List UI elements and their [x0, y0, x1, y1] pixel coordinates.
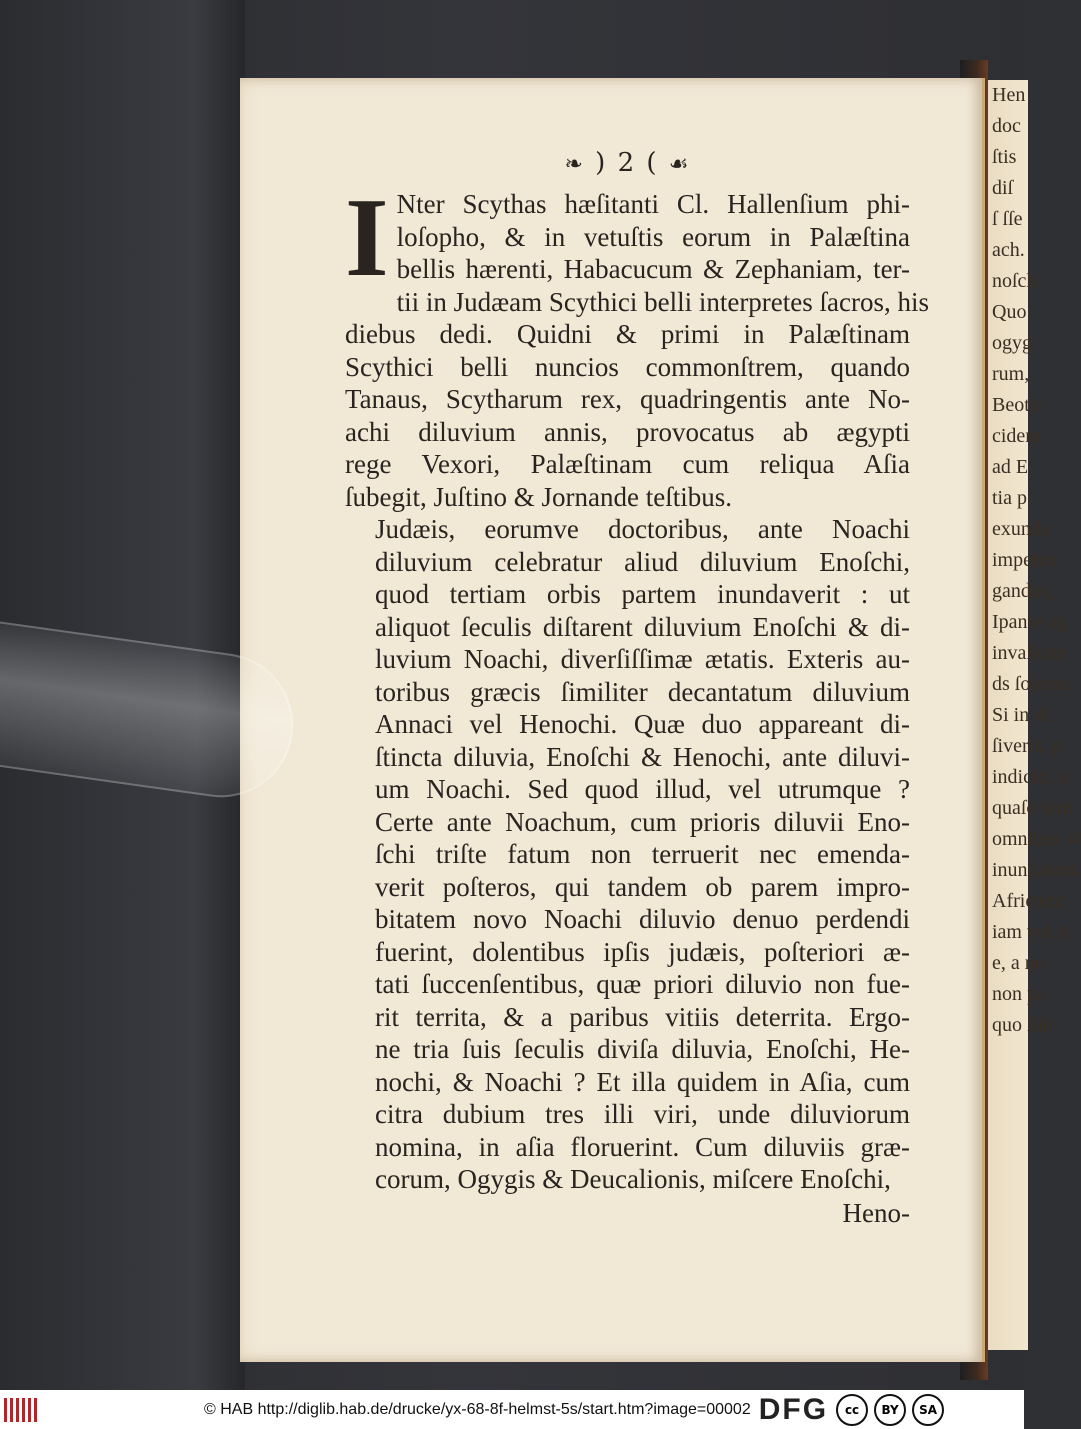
hab-logo-icon: [4, 1395, 44, 1425]
text-line: fuerint, dolentibus ipſis judæis, poſteriori æ-: [375, 936, 910, 967]
dfg-logo: DFG: [758, 1392, 829, 1426]
facing-page-fragment: noſch: [992, 270, 1037, 292]
facing-page-fragment: ogyg: [992, 332, 1032, 354]
text-line: bitatem novo Noachi diluvio denuo perdendi: [375, 904, 910, 934]
facing-page-fragment: ds ſolenni: [992, 673, 1071, 695]
facing-page: [988, 80, 1081, 1350]
facing-page-fragment: Quo: [992, 301, 1027, 323]
text-line: nochi, & Noachi ? Et illa quidem in Aſia, cum: [375, 1066, 910, 1097]
book-page: [240, 78, 985, 1362]
catchword: Heno-: [842, 1197, 910, 1228]
text-line: citra dubium tres illi viri, unde diluviorum: [375, 1099, 910, 1129]
facing-page-fragment: Africam!: [992, 890, 1066, 912]
facing-page-fragment: quo ſub: [992, 1014, 1053, 1036]
facing-page-fragment: diſ: [992, 177, 1014, 199]
facing-page-fragment: ach.: [992, 239, 1025, 261]
facing-page-fragment: indicio, tr: [992, 766, 1070, 788]
facing-page-fragment: exunda: [992, 518, 1050, 540]
ornament-right-icon: ☙: [668, 152, 691, 177]
text-line: Nter Scythas hæſitanti Cl. Hallenſium phi-: [396, 189, 910, 219]
text-line: luvium Noachi, diverſiſſimæ ætatis. Exteris au-: [375, 644, 910, 674]
facing-page-fragment: Si in di: [992, 704, 1050, 726]
text-line: bellis hærenti, Habacucum & Zephaniam, ter-: [396, 254, 910, 284]
footer-bar: [0, 1390, 1024, 1429]
facing-page-fragment: rum,: [992, 363, 1030, 385]
facing-page-fragment: impetun: [992, 549, 1058, 571]
text-line: diluvium celebratur aliud diluvium Enoſchi,: [375, 546, 910, 577]
license-badge[interactable]: [836, 1394, 950, 1426]
facing-page-fragment: gandas,: [992, 580, 1053, 602]
text-line: rege Vexori, Palæſtinam cum reliqua Aſia: [345, 449, 910, 479]
facing-page-fragment: ſ ſſe: [992, 208, 1023, 230]
text-line: loſopho, & in vetuſtis eorum in Palæſtina: [396, 221, 910, 252]
ornament-left-icon: ❧: [564, 152, 585, 177]
text-line: diebus dedi. Quidni & primi in Palæſtinam: [345, 319, 910, 349]
text-line: achi diluvium annis, provocatus ab ægypti: [345, 416, 910, 447]
cc-icon: cc: [836, 1394, 868, 1426]
facing-page-fragment: tia p: [992, 487, 1027, 509]
page-text-block: [345, 148, 929, 1229]
facing-page-fragment: quaſo terti: [992, 797, 1074, 819]
text-line: um Noachi. Sed quod illud, vel utrumque ?: [375, 774, 910, 804]
text-line: Annaci vel Henochi. Quæ duo appareant di-: [375, 709, 910, 739]
facing-page-fragment: doc: [992, 115, 1021, 137]
text-line: nomina, in aſia floruerint. Cum diluviis græ-: [375, 1131, 910, 1162]
text-line: Tanaus, Scytharum rex, quadringentis ante No-: [345, 384, 910, 414]
text-line: ne tria ſuis ſeculis diviſa diluvia, Enoſchi, He-: [375, 1034, 910, 1064]
text-line: corum, Ogygis & Deucalionis, miſcere Enoſchi,: [375, 1164, 891, 1194]
facing-page-fragment: e, a no: [992, 952, 1045, 974]
text-line: ſubegit, Juſtino & Jornande teſtibus.: [345, 481, 732, 512]
facing-page-fragment: ſiveris, p: [992, 735, 1062, 757]
text-line: rit territa, & a paribus vitiis deterrita. Ergo-: [375, 1001, 910, 1032]
folio-number: ) 2 (: [595, 148, 659, 178]
facing-page-fragment: Ipante ag: [992, 611, 1066, 633]
text-line: aliquot ſeculis diſtarent diluvium Enoſchi & di-: [375, 611, 910, 642]
facing-page-fragment: ad E: [992, 456, 1029, 478]
facing-page-fragment: inundatam: [992, 859, 1077, 881]
text-line: Certe ante Noachum, cum prioris diluvii Eno-: [375, 806, 910, 837]
sa-icon: SA: [912, 1394, 944, 1426]
paragraph-1: [345, 176, 929, 513]
facing-page-fragment: ſtis: [992, 146, 1017, 168]
facing-page-fragment: iam vel A: [992, 921, 1070, 943]
facing-page-fragment: non pa: [992, 983, 1046, 1005]
text-line: toribus græcis ſimiliter decantatum diluvium: [375, 676, 910, 707]
text-line: quod tertiam orbis partem inundaverit : ut: [375, 579, 910, 609]
facing-page-fragment: invaſione: [992, 642, 1067, 664]
source-credit-link[interactable]: © HAB http://diglib.hab.de/drucke/yx-68-8f-helmst-5s/start.htm?image=00002: [204, 1400, 751, 1418]
facing-page-fragment: omnibus vi: [992, 828, 1081, 850]
text-line: Judæis, eorumve doctoribus, ante Noachi: [375, 514, 910, 544]
text-line: Scythici belli nuncios commonſtrem, quando: [345, 351, 910, 382]
by-icon: BY: [874, 1394, 906, 1426]
facing-page-fragment: Hen: [992, 84, 1026, 106]
facing-page-fragment: Beotic: [992, 394, 1045, 416]
text-line: tii in Judæam Scythici belli interpretes ſacros, his: [396, 286, 929, 317]
text-line: verit poſteros, qui tandem ob parem impro-: [375, 871, 910, 902]
text-line: tati ſuccenſentibus, quæ priori diluvio non fue-: [375, 969, 910, 999]
text-line: ſtincta diluvia, Enoſchi & Henochi, ante diluvi-: [375, 741, 910, 772]
text-line: ſchi triſte fatum non terruerit nec emenda-: [375, 839, 910, 869]
page-number: [345, 148, 910, 178]
drop-cap: I: [345, 176, 389, 300]
paragraph-2: [345, 513, 910, 1196]
facing-page-fragment: cidem: [992, 425, 1041, 447]
